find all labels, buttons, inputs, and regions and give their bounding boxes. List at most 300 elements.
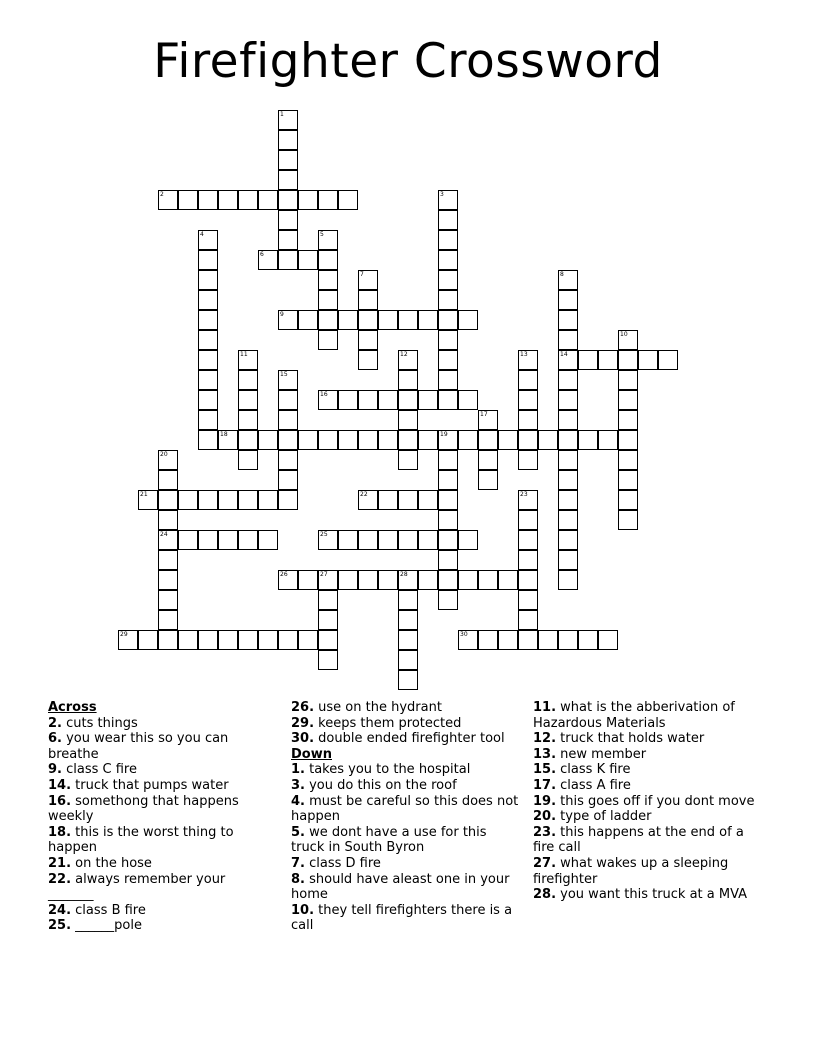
grid-cell[interactable] [378, 570, 398, 590]
grid-cell[interactable] [238, 410, 258, 430]
grid-cell[interactable] [398, 430, 418, 450]
clue-item-number: 6. [48, 731, 62, 747]
grid-cell[interactable] [458, 310, 478, 330]
grid-cell[interactable] [318, 430, 338, 450]
clue-item [533, 731, 765, 747]
clue-item [48, 794, 248, 825]
clue-number: 4 [200, 231, 204, 238]
grid-cell[interactable] [178, 630, 198, 650]
clue-item [533, 809, 765, 825]
clue-number: 2 [160, 191, 164, 198]
clue-item-text: truck that pumps water [71, 777, 229, 793]
grid-cell[interactable] [338, 190, 358, 210]
grid-cell[interactable] [358, 350, 378, 370]
grid-cell[interactable] [438, 510, 458, 530]
grid-cell[interactable] [378, 490, 398, 510]
grid-cell[interactable] [398, 370, 418, 390]
clue-item [533, 762, 765, 778]
grid-cell[interactable] [278, 430, 298, 450]
clue-item-number: 23. [533, 824, 557, 840]
grid-cell[interactable] [498, 430, 518, 450]
grid-cell[interactable] [518, 490, 538, 510]
grid-cell[interactable] [278, 370, 298, 390]
grid-cell[interactable] [278, 230, 298, 250]
grid-cell[interactable] [298, 430, 318, 450]
grid-cell[interactable] [318, 590, 338, 610]
grid-cell[interactable] [158, 470, 178, 490]
grid-cell[interactable] [218, 490, 238, 510]
grid-cell[interactable] [538, 430, 558, 450]
clue-item-text: somethong that happens weekly [48, 793, 239, 825]
grid-cell[interactable] [158, 530, 178, 550]
grid-cell[interactable] [398, 670, 418, 690]
grid-cell[interactable] [418, 490, 438, 510]
grid-cell[interactable] [598, 350, 618, 370]
grid-cell[interactable] [238, 390, 258, 410]
grid-cell[interactable] [398, 530, 418, 550]
grid-cell[interactable] [198, 630, 218, 650]
clue-item-text: you do this on the roof [304, 777, 457, 793]
down-clue-list [291, 762, 523, 934]
grid-cell[interactable] [558, 270, 578, 290]
grid-cell[interactable] [438, 530, 458, 550]
grid-cell[interactable] [218, 530, 238, 550]
grid-cell[interactable] [178, 490, 198, 510]
grid-cell[interactable] [318, 570, 338, 590]
grid-cell[interactable] [478, 450, 498, 470]
grid-cell[interactable] [258, 530, 278, 550]
grid-cell[interactable] [278, 210, 298, 230]
grid-cell[interactable] [558, 410, 578, 430]
clue-item-number: 15. [533, 762, 557, 778]
grid-cell[interactable] [558, 370, 578, 390]
grid-cell[interactable] [498, 630, 518, 650]
clue-item-text: ______pole [71, 918, 142, 934]
grid-cell[interactable] [598, 430, 618, 450]
grid-cell[interactable] [558, 330, 578, 350]
grid-cell[interactable] [438, 470, 458, 490]
grid-cell[interactable] [378, 310, 398, 330]
grid-cell[interactable] [238, 530, 258, 550]
grid-cell[interactable] [198, 290, 218, 310]
grid-cell[interactable] [278, 110, 298, 130]
clue-number: 25 [320, 531, 328, 538]
clue-item [291, 700, 523, 716]
grid-cell[interactable] [318, 190, 338, 210]
grid-cell[interactable] [518, 590, 538, 610]
grid-cell[interactable] [278, 250, 298, 270]
clue-item [533, 794, 765, 810]
clue-item [48, 918, 248, 934]
grid-cell[interactable] [478, 470, 498, 490]
grid-cell[interactable] [558, 550, 578, 570]
grid-cell[interactable] [158, 630, 178, 650]
clue-item-number: 28. [533, 887, 557, 903]
clue-item-number: 26. [291, 700, 315, 715]
grid-cell[interactable] [278, 410, 298, 430]
clue-item [48, 762, 248, 778]
grid-cell[interactable] [438, 290, 458, 310]
clue-item-text: new member [556, 746, 647, 762]
grid-cell[interactable] [518, 510, 538, 530]
grid-cell[interactable] [558, 450, 578, 470]
clue-item-text: double ended firefighter tool [314, 731, 505, 747]
grid-cell[interactable] [558, 310, 578, 330]
grid-cell[interactable] [178, 190, 198, 210]
clue-number: 1 [280, 111, 284, 118]
clue-item-text: this goes off if you dont move [556, 793, 755, 809]
grid-cell[interactable] [438, 270, 458, 290]
grid-cell[interactable] [618, 410, 638, 430]
clue-item [48, 903, 248, 919]
grid-cell[interactable] [338, 430, 358, 450]
grid-cell[interactable] [238, 370, 258, 390]
clue-number: 22 [360, 491, 368, 498]
grid-cell[interactable] [398, 610, 418, 630]
grid-cell[interactable] [298, 310, 318, 330]
grid-cell[interactable] [198, 350, 218, 370]
grid-cell[interactable] [298, 630, 318, 650]
grid-cell[interactable] [318, 310, 338, 330]
clue-item [533, 856, 765, 887]
grid-cell[interactable] [658, 350, 678, 370]
grid-cell[interactable] [618, 350, 638, 370]
grid-cell[interactable] [338, 570, 358, 590]
grid-cell[interactable] [438, 430, 458, 450]
grid-cell[interactable] [278, 470, 298, 490]
grid-cell[interactable] [378, 430, 398, 450]
grid-cell[interactable] [518, 450, 538, 470]
grid-cell[interactable] [618, 370, 638, 390]
grid-cell[interactable] [558, 470, 578, 490]
grid-cell[interactable] [278, 170, 298, 190]
grid-cell[interactable] [318, 530, 338, 550]
grid-cell[interactable] [618, 470, 638, 490]
grid-cell[interactable] [418, 570, 438, 590]
grid-cell[interactable] [198, 370, 218, 390]
grid-cell[interactable] [418, 390, 438, 410]
grid-cell[interactable] [618, 330, 638, 350]
grid-cell[interactable] [398, 350, 418, 370]
clue-item-number: 21. [48, 855, 72, 871]
grid-cell[interactable] [238, 350, 258, 370]
grid-cell[interactable] [458, 530, 478, 550]
clue-item-number: 18. [48, 824, 72, 840]
grid-cell[interactable] [258, 250, 278, 270]
clue-item-number: 1. [291, 762, 305, 778]
clue-item-number: 25. [48, 918, 72, 934]
grid-cell[interactable] [338, 310, 358, 330]
grid-cell[interactable] [398, 410, 418, 430]
grid-cell[interactable] [258, 430, 278, 450]
grid-cell[interactable] [518, 530, 538, 550]
grid-cell[interactable] [198, 530, 218, 550]
grid-cell[interactable] [198, 310, 218, 330]
grid-cell[interactable] [198, 430, 218, 450]
grid-cell[interactable] [458, 430, 478, 450]
clue-item [48, 778, 248, 794]
grid-cell[interactable] [298, 250, 318, 270]
grid-cell[interactable] [278, 130, 298, 150]
grid-cell[interactable] [518, 610, 538, 630]
clue-item-text: what wakes up a sleeping firefighter [533, 855, 729, 887]
grid-cell[interactable] [158, 590, 178, 610]
clue-item-text: this happens at the end of a fire call [533, 824, 744, 856]
grid-cell[interactable] [358, 570, 378, 590]
grid-cell[interactable] [318, 230, 338, 250]
grid-cell[interactable] [198, 270, 218, 290]
grid-cell[interactable] [478, 430, 498, 450]
grid-cell[interactable] [438, 490, 458, 510]
clue-item-number: 10. [291, 902, 315, 918]
grid-cell[interactable] [278, 310, 298, 330]
grid-cell[interactable] [418, 530, 438, 550]
grid-cell[interactable] [418, 430, 438, 450]
grid-cell[interactable] [198, 330, 218, 350]
grid-cell[interactable] [238, 450, 258, 470]
grid-cell[interactable] [318, 290, 338, 310]
clue-item [533, 778, 765, 794]
clue-number: 23 [520, 491, 528, 498]
clue-item-text: you want this truck at a MVA [556, 887, 748, 903]
grid-cell[interactable] [358, 490, 378, 510]
grid-cell[interactable] [158, 450, 178, 470]
grid-cell[interactable] [458, 390, 478, 410]
grid-cell[interactable] [218, 190, 238, 210]
grid-cell[interactable] [498, 570, 518, 590]
grid-cell[interactable] [398, 310, 418, 330]
grid-cell[interactable] [358, 270, 378, 290]
grid-cell[interactable] [398, 490, 418, 510]
clue-item [533, 825, 765, 856]
page-title: Firefighter Crossword [153, 34, 663, 89]
clue-item [291, 762, 523, 778]
grid-cell[interactable] [318, 630, 338, 650]
grid-cell[interactable] [278, 630, 298, 650]
grid-cell[interactable] [398, 650, 418, 670]
clue-number: 11 [240, 351, 248, 358]
clue-number: 27 [320, 571, 328, 578]
grid-cell[interactable] [198, 190, 218, 210]
grid-cell[interactable] [398, 630, 418, 650]
grid-cell[interactable] [558, 630, 578, 650]
clue-number: 7 [360, 271, 364, 278]
grid-cell[interactable] [618, 390, 638, 410]
grid-cell[interactable] [238, 630, 258, 650]
clue-item-text: cuts things [61, 715, 138, 731]
clue-number: 17 [480, 411, 488, 418]
grid-cell[interactable] [478, 410, 498, 430]
grid-cell[interactable] [438, 230, 458, 250]
grid-cell[interactable] [298, 190, 318, 210]
grid-cell[interactable] [558, 290, 578, 310]
grid-cell[interactable] [258, 490, 278, 510]
grid-cell[interactable] [138, 490, 158, 510]
grid-cell[interactable] [438, 330, 458, 350]
grid-cell[interactable] [518, 630, 538, 650]
clue-number: 9 [280, 311, 284, 318]
grid-cell[interactable] [198, 410, 218, 430]
grid-cell[interactable] [278, 490, 298, 510]
grid-cell[interactable] [158, 490, 178, 510]
clue-item-number: 7. [291, 855, 305, 871]
grid-cell[interactable] [458, 570, 478, 590]
clue-item-number: 3. [291, 777, 305, 793]
clue-number: 28 [400, 571, 408, 578]
grid-cell[interactable] [158, 550, 178, 570]
grid-cell[interactable] [258, 630, 278, 650]
grid-cell[interactable] [538, 630, 558, 650]
grid-cell[interactable] [338, 530, 358, 550]
grid-cell[interactable] [258, 190, 278, 210]
grid-cell[interactable] [438, 370, 458, 390]
clue-item [533, 747, 765, 763]
clue-item [48, 872, 248, 903]
grid-cell[interactable] [198, 230, 218, 250]
grid-cell[interactable] [198, 250, 218, 270]
grid-cell[interactable] [138, 630, 158, 650]
clue-item-text: must be careful so this does not happen [291, 793, 519, 825]
clue-item-text: keeps them protected [314, 715, 462, 731]
clue-item-text: on the hose [71, 855, 152, 871]
clue-item-number: 22. [48, 871, 72, 887]
grid-cell[interactable] [478, 570, 498, 590]
grid-cell[interactable] [438, 310, 458, 330]
clue-number: 20 [160, 451, 168, 458]
grid-cell[interactable] [358, 530, 378, 550]
grid-cell[interactable] [318, 610, 338, 630]
clue-item-text: takes you to the hospital [304, 762, 471, 778]
grid-cell[interactable] [518, 430, 538, 450]
grid-cell[interactable] [418, 310, 438, 330]
grid-cell[interactable] [558, 430, 578, 450]
grid-cell[interactable] [558, 350, 578, 370]
grid-cell[interactable] [618, 450, 638, 470]
grid-cell[interactable] [358, 390, 378, 410]
clue-item-text: you wear this so you can breathe [48, 731, 229, 762]
clue-number: 5 [320, 231, 324, 238]
grid-cell[interactable] [618, 510, 638, 530]
clue-item [291, 872, 523, 903]
clue-item-number: 19. [533, 793, 557, 809]
grid-cell[interactable] [178, 530, 198, 550]
clue-item [291, 716, 523, 732]
grid-cell[interactable] [438, 390, 458, 410]
grid-cell[interactable] [278, 150, 298, 170]
grid-cell[interactable] [438, 550, 458, 570]
grid-cell[interactable] [218, 630, 238, 650]
clue-item-number: 16. [48, 793, 72, 809]
grid-cell[interactable] [578, 430, 598, 450]
grid-cell[interactable] [578, 350, 598, 370]
grid-cell[interactable] [218, 430, 238, 450]
grid-cell[interactable] [518, 410, 538, 430]
clue-item-number: 9. [48, 762, 62, 778]
clue-item [291, 778, 523, 794]
clue-item [48, 856, 248, 872]
grid-cell[interactable] [278, 570, 298, 590]
grid-cell[interactable] [358, 330, 378, 350]
grid-cell[interactable] [238, 190, 258, 210]
grid-cell[interactable] [398, 590, 418, 610]
grid-cell[interactable] [318, 270, 338, 290]
grid-cell[interactable] [158, 570, 178, 590]
grid-cell[interactable] [578, 630, 598, 650]
grid-cell[interactable] [518, 370, 538, 390]
grid-cell[interactable] [438, 250, 458, 270]
grid-cell[interactable] [238, 490, 258, 510]
grid-cell[interactable] [318, 650, 338, 670]
grid-cell[interactable] [158, 610, 178, 630]
clue-item [291, 825, 523, 856]
clue-item [48, 825, 248, 856]
grid-cell[interactable] [438, 450, 458, 470]
grid-cell[interactable] [518, 570, 538, 590]
grid-cell[interactable] [618, 490, 638, 510]
grid-cell[interactable] [378, 390, 398, 410]
grid-cell[interactable] [478, 630, 498, 650]
clues-column-1 [48, 700, 248, 934]
grid-cell[interactable] [278, 190, 298, 210]
clue-item-text: type of ladder [556, 809, 652, 825]
clue-item-number: 11. [533, 700, 557, 715]
grid-cell[interactable] [198, 490, 218, 510]
grid-cell[interactable] [338, 390, 358, 410]
clue-number: 13 [520, 351, 528, 358]
grid-cell[interactable] [358, 430, 378, 450]
grid-cell[interactable] [378, 530, 398, 550]
grid-cell[interactable] [238, 430, 258, 450]
grid-cell[interactable] [158, 190, 178, 210]
grid-cell[interactable] [278, 390, 298, 410]
grid-cell[interactable] [198, 390, 218, 410]
grid-cell[interactable] [518, 350, 538, 370]
grid-cell[interactable] [358, 310, 378, 330]
grid-cell[interactable] [398, 390, 418, 410]
clue-number: 10 [620, 331, 628, 338]
grid-cell[interactable] [558, 390, 578, 410]
grid-cell[interactable] [458, 630, 478, 650]
grid-cell[interactable] [398, 450, 418, 470]
grid-cell[interactable] [558, 570, 578, 590]
clue-number: 14 [560, 351, 568, 358]
grid-cell[interactable] [618, 430, 638, 450]
grid-cell[interactable] [158, 510, 178, 530]
grid-cell[interactable] [438, 210, 458, 230]
grid-cell[interactable] [298, 570, 318, 590]
grid-cell[interactable] [638, 350, 658, 370]
grid-cell[interactable] [118, 630, 138, 650]
grid-cell[interactable] [438, 190, 458, 210]
grid-cell[interactable] [438, 350, 458, 370]
grid-cell[interactable] [278, 450, 298, 470]
grid-cell[interactable] [318, 250, 338, 270]
grid-cell[interactable] [518, 550, 538, 570]
grid-cell[interactable] [438, 590, 458, 610]
grid-cell[interactable] [518, 390, 538, 410]
grid-cell[interactable] [438, 570, 458, 590]
grid-cell[interactable] [558, 490, 578, 510]
grid-cell[interactable] [398, 570, 418, 590]
grid-cell[interactable] [318, 390, 338, 410]
grid-cell[interactable] [358, 290, 378, 310]
grid-cell[interactable] [558, 530, 578, 550]
clue-item-text: class K fire [556, 762, 631, 778]
grid-cell[interactable] [558, 510, 578, 530]
clue-item [291, 731, 523, 747]
grid-cell[interactable] [598, 630, 618, 650]
grid-cell[interactable] [318, 330, 338, 350]
